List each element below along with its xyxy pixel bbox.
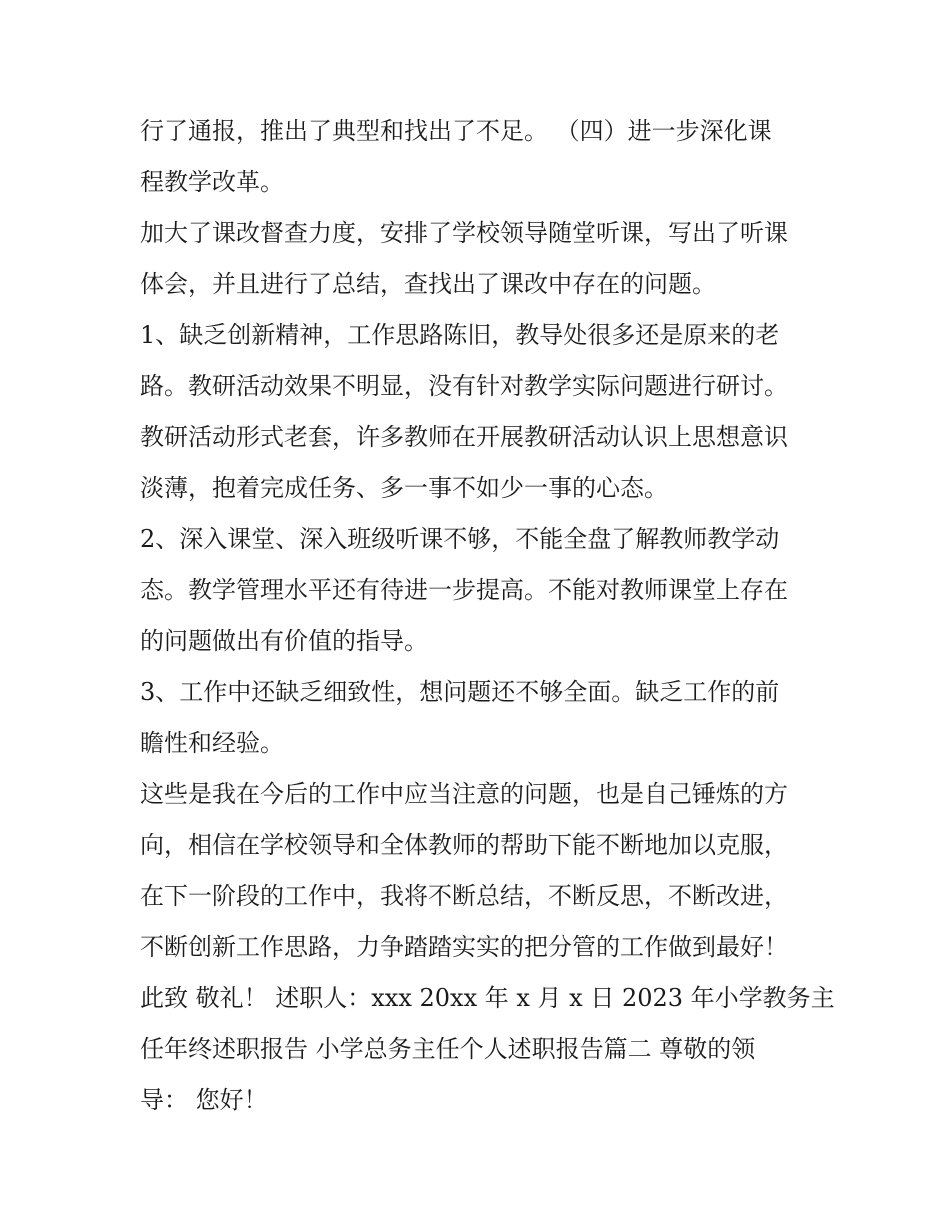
text-line: 向，相信在学校领导和全体教师的帮助下能不断地加以克服， [140, 831, 788, 859]
text-line: 导： 您好！ [140, 1086, 268, 1114]
text-line: 路。教研活动效果不明显，没有针对教学实际问题进行研讨。 [140, 372, 788, 400]
text-line: 态。教学管理水平还有待进一步提高。不能对教师课堂上存在 [140, 576, 788, 604]
text-line: 任年终述职报告 小学总务主任个人述职报告篇二 尊敬的领 [140, 1035, 756, 1063]
text-line: 这些是我在今后的工作中应当注意的问题，也是自己锤炼的方 [140, 780, 788, 808]
text-line: 加大了课改督查力度，安排了学校领导随堂听课，写出了听课 [140, 219, 788, 247]
text-line: 程教学改革。 [140, 168, 284, 196]
text-line: 3、工作中还缺乏细致性，想问题还不够全面。缺乏工作的前 [140, 678, 780, 706]
text-line: 此致 敬礼！ 述职人：xxx 20xx 年 x 月 x 日 2023 年小学教务主 [140, 984, 835, 1012]
text-line: 教研活动形式老套，许多教师在开展教研活动认识上思想意识 [140, 423, 788, 451]
text-line: 的问题做出有价值的指导。 [140, 627, 428, 655]
text-line: 体会，并且进行了总结，查找出了课改中存在的问题。 [140, 270, 716, 298]
text-line: 不断创新工作思路，力争踏踏实实的把分管的工作做到最好！ [140, 933, 788, 961]
text-line: 淡薄，抱着完成任务、多一事不如少一事的心态。 [140, 474, 668, 502]
text-line: 瞻性和经验。 [140, 729, 284, 757]
text-line: 1、缺乏创新精神，工作思路陈旧，教导处很多还是原来的老 [140, 321, 780, 349]
text-line: 2、深入课堂、深入班级听课不够，不能全盘了解教师教学动 [140, 525, 780, 553]
document-body [140, 106, 835, 1126]
text-line: 行了通报，推出了典型和找出了不足。 （四）进一步深化课 [140, 117, 772, 145]
text-line: 在下一阶段的工作中，我将不断总结，不断反思，不断改进， [140, 882, 788, 910]
